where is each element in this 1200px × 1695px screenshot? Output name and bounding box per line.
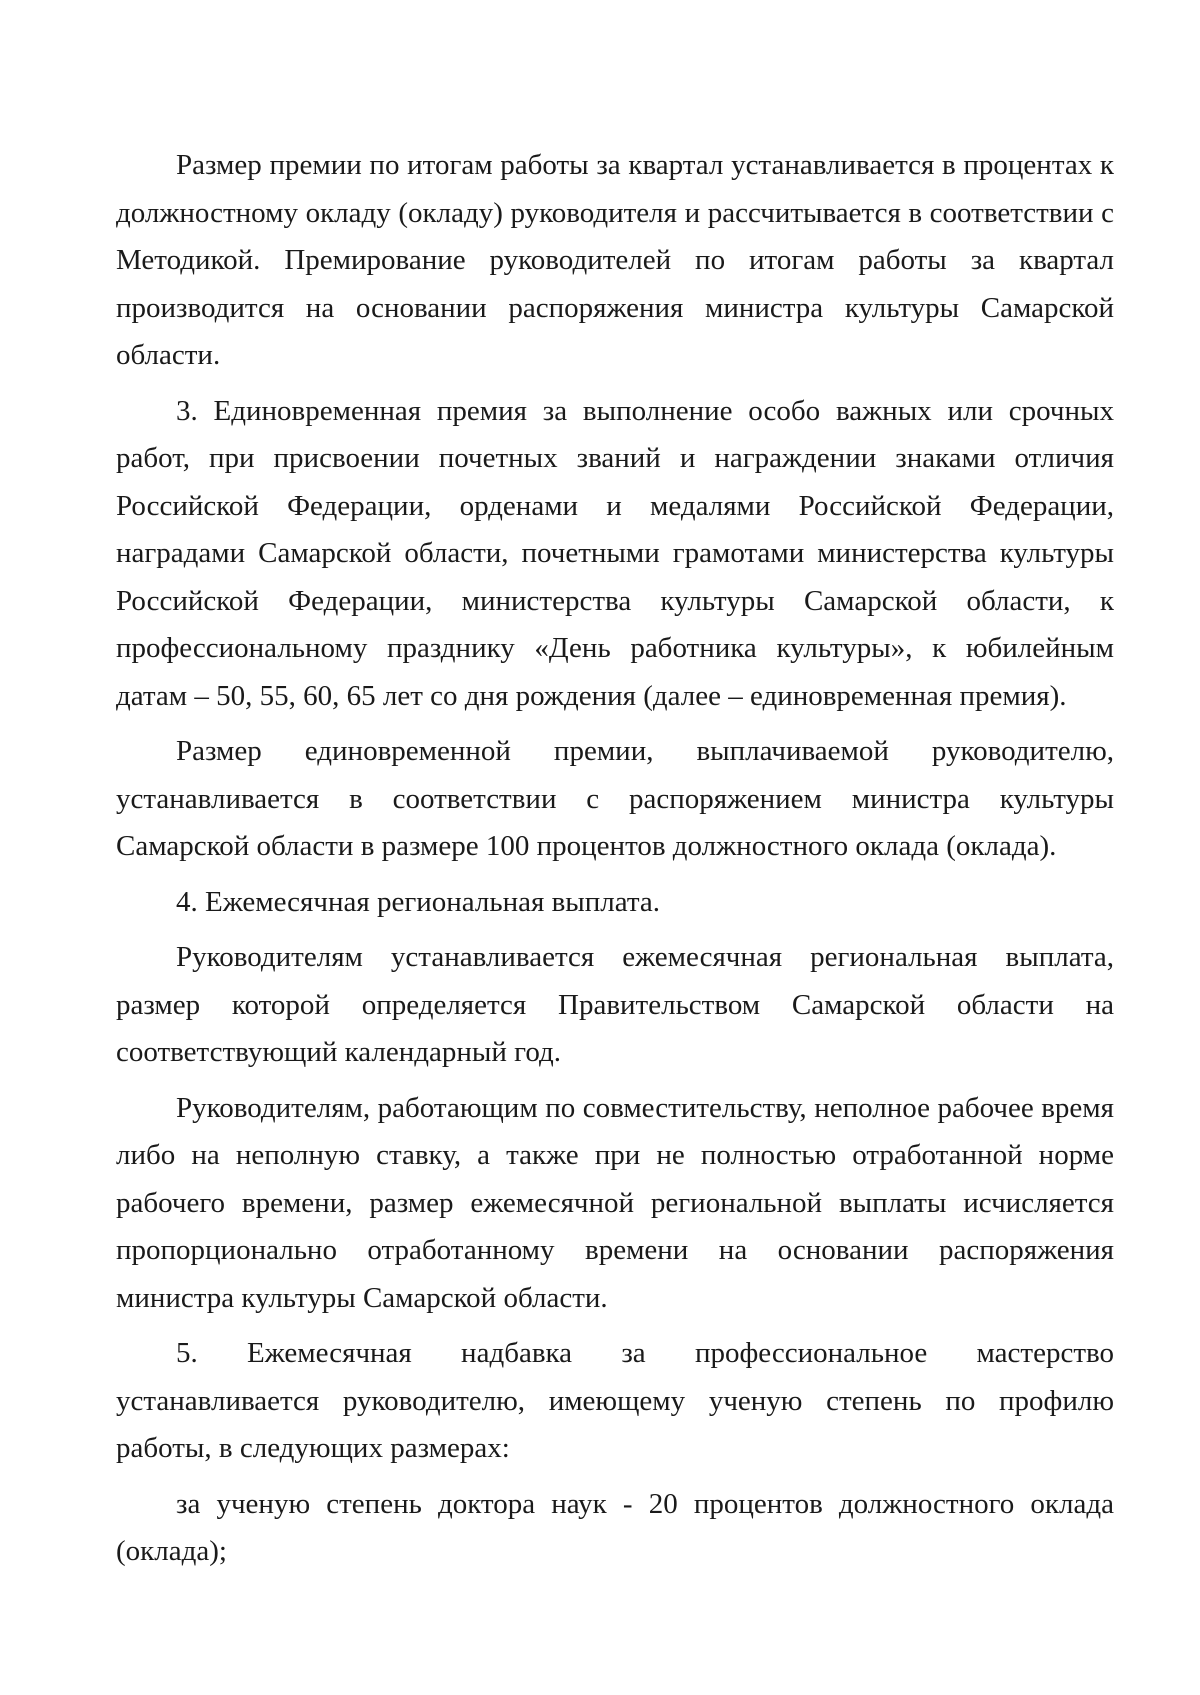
- paragraph-part-time-payment: Руководителям, работающим по совместительству, неполное рабочее время либо на неполную ставку, а также при не полностью отработанной норме рабочего времени, размер ежемесячной региональной выплаты исчисляется пропорционально отработанному времени на основании распоряжения министра культуры Самарской области.: [116, 1091, 1114, 1314]
- paragraph-regional-payment-heading: 4. Ежемесячная региональная выплата.: [176, 885, 661, 918]
- paragraph-doctor-degree: за ученую степень доктора наук - 20 процентов должностного оклада (оклада);: [116, 1487, 1114, 1567]
- paragraph-quarterly-bonus: Размер премии по итогам работы за квартал устанавливается в процентах к должностному окладу (окладу) руководителя и рассчитывается в соответствии с Методикой. Премирование руководителей по итогам работы за квартал производится на основании распоряжения министра культуры Самарской области.: [116, 149, 1114, 371]
- paragraph-regional-payment: Руководителям устанавливается ежемесячная региональная выплата, размер которой определяется Правительством Самарской области на соответствующий календарный год.: [116, 941, 1114, 1068]
- paragraph-mastery-allowance: 5. Ежемесячная надбавка за профессиональное мастерство устанавливается руководителю, имеющему ученую степень по профилю работы, в следующих размерах:: [116, 1337, 1114, 1464]
- paragraph-one-time-bonus-amount: Размер единовременной премии, выплачиваемой руководителю, устанавливается в соответствии с распоряжением министра культуры Самарской области в размере 100 процентов должностного оклада (оклада).: [116, 735, 1114, 862]
- paragraph-one-time-bonus: 3. Единовременная премия за выполнение особо важных или срочных работ, при присвоении почетных званий и награждении знаками отличия Российской Федерации, орденами и медалями Российской Федерации, наградами Самарской области, почетными грамотами министерства культуры Российской Федерации, министерства культуры Самарской области, к профессиональному празднику «День работника культуры», к юбилейным датам – 50, 55, 60, 65 лет со дня рождения (далее – единовременная премия).: [116, 394, 1114, 712]
